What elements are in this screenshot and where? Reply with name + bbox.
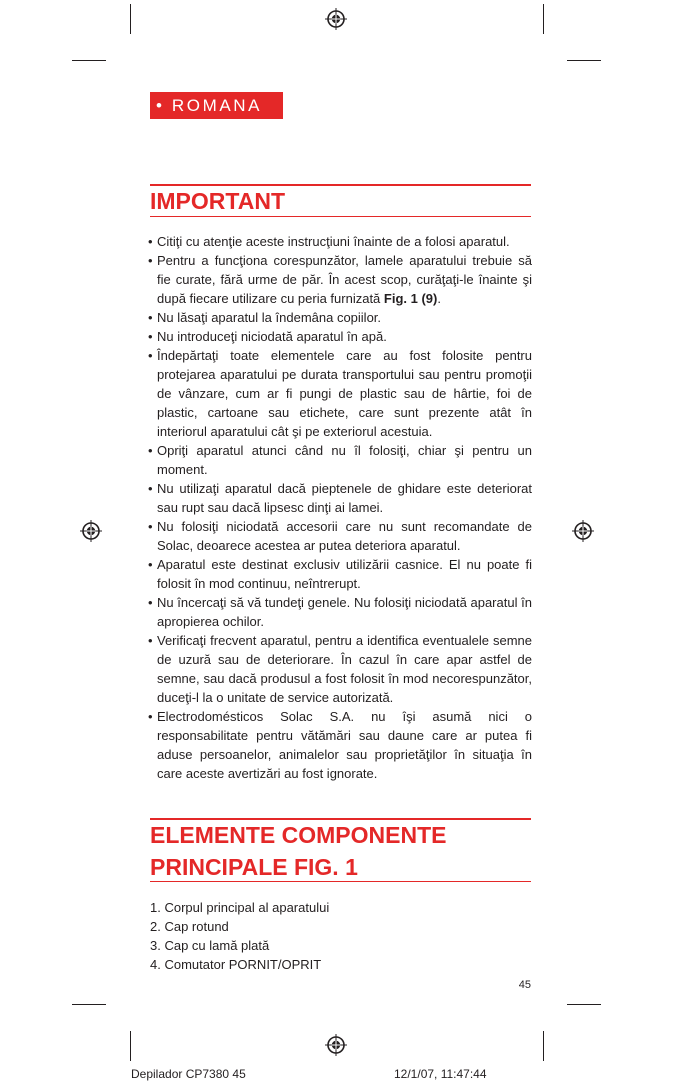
crop-mark-bottom-right-vertical <box>543 1031 544 1061</box>
list-item: 1. Corpul principal al aparatului <box>150 900 330 915</box>
registration-mark-icon <box>80 520 102 542</box>
list-item: • Aparatul este destinat exclusiv utilizării casnice. El nu poate fi folosit în mod continuu, neîntrerupt. <box>148 555 532 593</box>
list-item: • Îndepărtaţi toate elementele care au fost folosite pentru protejarea aparatului pe durata transportului sau pentru promoţii de vânzare, cum ar fi pungi de plastic sau de hârtie, foi de plastic, cartoane sau etichete, care sunt prezente atât în interiorul aparatului cât şi pe exteriorul acestuia. <box>148 346 532 441</box>
list-item: • Nu lăsaţi aparatul la îndemâna copiilor. <box>148 308 532 327</box>
list-item: • Nu utilizaţi aparatul dacă pieptenele de ghidare este deteriorat sau rupt sau dacă lipsesc dinţi ai lamei. <box>148 479 532 517</box>
list-item: • Verificaţi frecvent aparatul, pentru a identifica eventualele semne de uzură sau de deteriorare. În cazul în care apar astfel de semne, sau dacă produsul a fost folosit în mod necorespunzător, duceţi-l la o unitate de service autorizată. <box>148 631 532 707</box>
language-tag: • ROMANA <box>150 92 283 119</box>
crop-mark-bottom-left-vertical <box>130 1031 131 1061</box>
important-list <box>148 232 532 783</box>
slug-file: Depilador CP7380 45 <box>131 1067 246 1081</box>
list-item: • Nu folosiţi niciodată accesorii care nu sunt recomandate de Solac, deoarece acestea ar putea deteriora aparatul. <box>148 517 532 555</box>
page-number: 45 <box>518 979 531 991</box>
components-title-line2: PRINCIPALE FIG. 1 <box>150 854 358 880</box>
crop-mark-bottom-left-horizontal <box>72 1004 106 1005</box>
list-item: • Citiţi cu atenţie aceste instrucţiuni înainte de a folosi aparatul. <box>148 232 532 251</box>
registration-mark-icon <box>325 8 347 30</box>
registration-mark-icon <box>325 1034 347 1056</box>
list-item: 3. Cap cu lamă plată <box>150 938 270 953</box>
list-item: 4. Comutator PORNIT/OPRIT <box>150 957 322 972</box>
registration-mark-icon <box>572 520 594 542</box>
crop-mark-top-left-vertical <box>130 4 131 34</box>
components-list <box>150 898 530 974</box>
important-title: IMPORTANT <box>150 188 286 214</box>
list-item: • Nu introduceţi niciodată aparatul în apă. <box>148 327 532 346</box>
list-item-end: . <box>437 291 441 306</box>
list-item: 2. Cap rotund <box>150 919 229 934</box>
components-title-line1: ELEMENTE COMPONENTE <box>150 822 447 848</box>
crop-mark-top-right-vertical <box>543 4 544 34</box>
crop-mark-bottom-right-horizontal <box>567 1004 601 1005</box>
list-item: • Opriţi aparatul atunci când nu îl folosiţi, chiar şi pentru un moment. <box>148 441 532 479</box>
crop-mark-top-right-horizontal <box>567 60 601 61</box>
slug-timestamp: 12/1/07, 11:47:44 <box>394 1067 487 1081</box>
crop-mark-top-left-horizontal <box>72 60 106 61</box>
figure-reference: Fig. 1 (9) <box>383 291 438 306</box>
list-item: • Electrodomésticos Solac S.A. nu îşi asumă nici o responsabilitate pentru vătămări sau daune care ar putea fi aduse persoanelor, animalelor sau proprietăţilor în situaţia în care aceste avertizări au fost ignorate. <box>148 707 532 783</box>
section-rule-bottom <box>150 881 531 882</box>
list-item-text: Pentru a funcţiona corespunzător, lamele aparatului trebuie să fie curate, fără urme de păr. În acest scop, curăţaţi-le înainte şi după fiecare utilizare cu peria furnizată <box>157 253 532 306</box>
list-item: • Nu încercaţi să vă tundeţi genele. Nu folosiţi niciodată aparatul în apropierea ochilor. <box>148 593 532 631</box>
list-item <box>148 251 532 308</box>
section-rule-bottom <box>150 216 531 217</box>
